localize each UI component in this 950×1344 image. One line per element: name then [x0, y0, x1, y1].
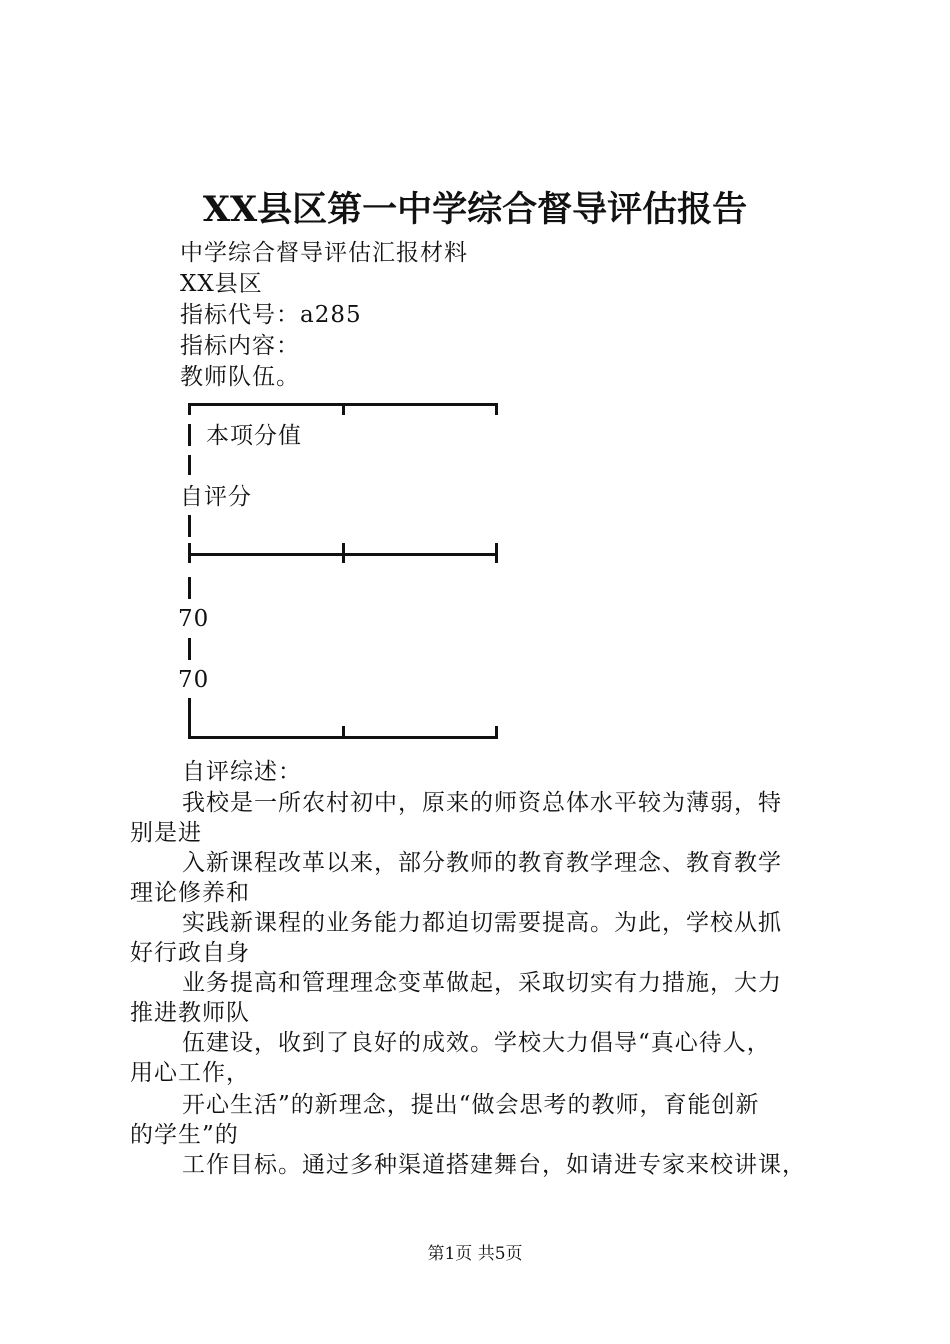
document-title: XX县区第一中学综合督导评估报告 — [202, 189, 748, 230]
table-left-edge-2 — [188, 455, 191, 475]
value-full-score: 70 — [178, 606, 210, 632]
body-line: 业务提高和管理理念变革做起，采取切实有力措施，大力 — [182, 970, 782, 996]
table-top-divider — [342, 403, 345, 415]
body-line: 理论修养和 — [130, 880, 250, 906]
header-line-county: XX县区 — [180, 271, 263, 297]
table-left-edge-4 — [188, 577, 191, 599]
body-line: 的学生”的 — [130, 1122, 239, 1148]
summary-heading: 自评综述： — [182, 759, 302, 785]
table-middle-right-edge — [495, 543, 498, 563]
table-top-left-edge — [188, 403, 191, 415]
body-line: 伍建设，收到了良好的成效。学校大力倡导“真心待人， — [182, 1030, 771, 1056]
value-self-score: 70 — [178, 667, 210, 693]
header-line-material: 中学综合督导评估汇报材料 — [180, 240, 468, 266]
table-middle-left-edge — [188, 543, 191, 563]
body-line: 别是进 — [130, 820, 202, 846]
table-bottom-right-edge — [495, 726, 498, 739]
header-line-indicator-code: 指标代号：a285 — [180, 302, 362, 328]
label-full-score: 本项分值 — [206, 423, 302, 449]
page-footer: 第1页 共5页 — [427, 1244, 523, 1264]
body-line: 用心工作， — [130, 1060, 250, 1086]
body-line: 实践新课程的业务能力都迫切需要提高。为此，学校从抓 — [182, 910, 782, 936]
table-left-edge-1 — [188, 424, 191, 446]
body-line: 入新课程改革以来，部分教师的教育教学理念、教育教学 — [182, 850, 782, 876]
body-line: 推进教师队 — [130, 1000, 250, 1026]
header-line-teacher-team: 教师队伍。 — [180, 364, 300, 390]
table-left-edge-5 — [188, 638, 191, 660]
body-line: 我校是一所农村初中，原来的师资总体水平较为薄弱，特 — [182, 790, 782, 816]
label-self-score: 自评分 — [180, 484, 252, 510]
body-line: 开心生活”的新理念，提出“做会思考的教师，育能创新 — [182, 1092, 760, 1118]
table-left-edge-3 — [188, 515, 191, 537]
body-line: 好行政自身 — [130, 940, 250, 966]
header-line-indicator-content: 指标内容： — [180, 333, 300, 359]
table-top-right-edge — [495, 403, 498, 415]
table-middle-divider — [342, 543, 345, 563]
body-line: 工作目标。通过多种渠道搭建舞台，如请进专家来校讲课， — [182, 1152, 806, 1178]
table-bottom-divider — [342, 726, 345, 739]
table-left-edge-6 — [188, 698, 191, 738]
